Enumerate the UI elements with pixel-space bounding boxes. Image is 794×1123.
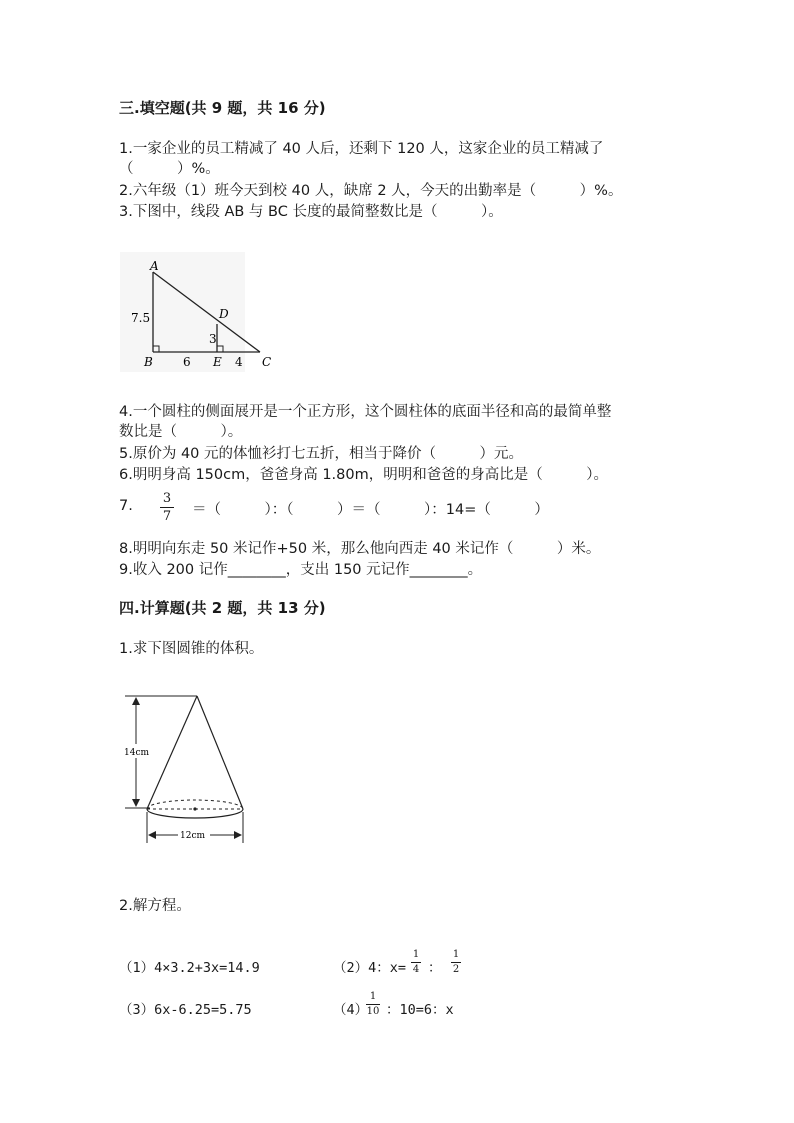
- question-6: 6.明明身高 150cm，爸爸身高 1.80m，明明和爸爸的身高比是（ ）。: [119, 467, 608, 483]
- diameter-arrow-left: [148, 831, 156, 839]
- calc-question-1: 1.求下图圆锥的体积。: [119, 641, 264, 657]
- triangle-figure: [120, 252, 280, 377]
- equation-2-fraction-1: [411, 950, 421, 975]
- question-1-line1: 1.一家企业的员工精减了 40 人后，还剩下 120 人，这家企业的员工精减了: [119, 141, 604, 157]
- fraction-bar: [366, 1004, 380, 1005]
- section3-heading: 三.填空题(共 9 题，共 16 分): [119, 99, 326, 117]
- fraction-numerator: 1: [369, 991, 377, 1002]
- fraction-denominator: 4: [412, 964, 420, 975]
- question-5: 5.原价为 40 元的体恤衫打七五折，相当于降价（ ）元。: [119, 446, 524, 462]
- section4-heading: 四.计算题(共 2 题，共 13 分): [119, 599, 326, 617]
- equation-4-prefix: （4）: [333, 1002, 369, 1018]
- label-ec-length: 4: [235, 355, 243, 369]
- height-label: 14cm: [124, 748, 150, 758]
- cone-left-slant: [147, 696, 197, 809]
- label-ab-length: 7.5: [131, 311, 151, 325]
- fraction-denominator: 2: [452, 964, 460, 975]
- diameter-label: 12cm: [180, 831, 206, 841]
- question-8: 8.明明向东走 50 米记作+50 米，那么他向西走 40 米记作（ ）米。: [119, 541, 601, 557]
- fraction-bar: [451, 962, 461, 963]
- equation-4-rest: ：10=6：x: [386, 1002, 454, 1018]
- fraction-bar: [411, 962, 421, 963]
- fraction-denominator: 10: [366, 1006, 380, 1017]
- fraction-denominator: 7: [162, 509, 172, 524]
- fraction-numerator: 1: [412, 949, 420, 960]
- question-4-line2: 数比是（ ）。: [119, 424, 243, 440]
- equation-3: （3）6x-6.25=5.75: [119, 1002, 252, 1018]
- equation-4-fraction: [366, 992, 380, 1017]
- label-e: E: [213, 355, 222, 369]
- fraction-numerator: 1: [452, 949, 460, 960]
- cone-right-slant: [197, 696, 243, 809]
- question-9: 9.收入 200 记作________，支出 150 元记作________。: [119, 562, 483, 578]
- label-be-length: 6: [183, 355, 191, 369]
- diameter-arrow-right: [234, 831, 242, 839]
- fraction-numerator: 3: [162, 491, 172, 506]
- question-7-number: 7.: [119, 498, 133, 514]
- fraction-bar: [160, 507, 174, 508]
- equation-1: （1）4×3.2+3x=14.9: [119, 960, 260, 976]
- question-4-line1: 4.一个圆柱的侧面展开是一个正方形，这个圆柱体的底面半径和高的最简单整: [119, 404, 612, 420]
- height-arrow-up: [132, 697, 140, 705]
- cone-figure: [120, 688, 260, 848]
- question-2: 2.六年级（1）班今天到校 40 人，缺席 2 人，今天的出勤率是（ ）%。: [119, 183, 623, 199]
- question-7-fraction: [160, 492, 174, 523]
- cone-base-center: [193, 807, 196, 810]
- equation-2-prefix: （2）4：x=: [333, 960, 407, 976]
- label-b: B: [144, 355, 153, 369]
- label-d: D: [219, 307, 229, 321]
- question-1-line2: （ ）%。: [119, 161, 220, 177]
- equation-2-fraction-2: [451, 950, 461, 975]
- question-7-blanks: ＝（ ）：（ ）＝（ ）：14=（ ）: [192, 502, 549, 518]
- label-c: C: [262, 355, 272, 369]
- calc-question-2: 2.解方程。: [119, 898, 191, 914]
- label-a: A: [150, 259, 159, 273]
- label-de-length: 3: [209, 332, 217, 346]
- height-arrow-down: [132, 799, 140, 807]
- question-3: 3.下图中，线段 AB 与 BC 长度的最简整数比是（ ）。: [119, 204, 503, 220]
- equation-2-colon: ：: [428, 960, 442, 976]
